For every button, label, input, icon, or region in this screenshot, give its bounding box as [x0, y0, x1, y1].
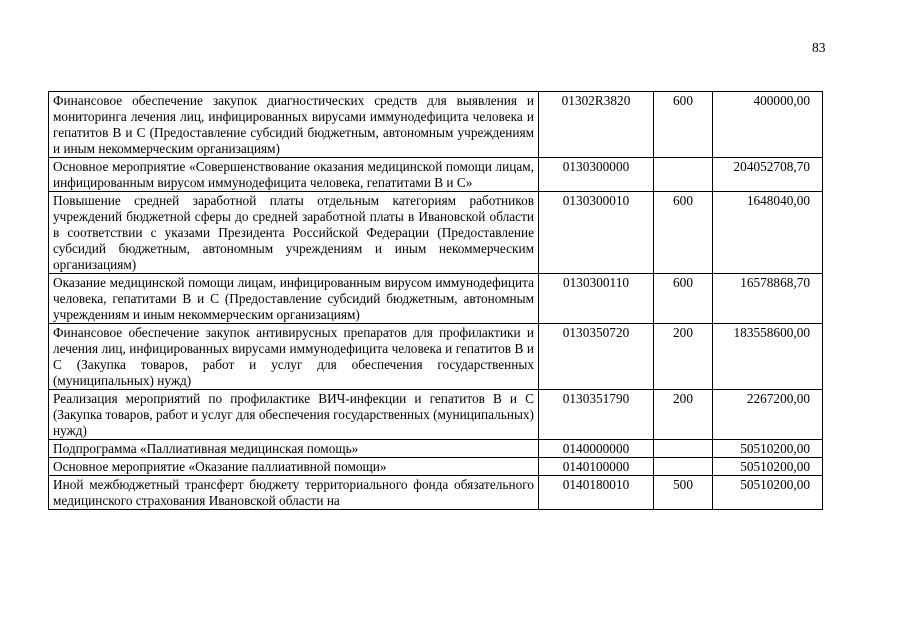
row-expense-type: 200 — [654, 324, 713, 390]
row-target-code: 01302R3820 — [539, 92, 654, 158]
table-row — [49, 390, 823, 440]
row-description: Финансовое обеспечение закупок антивирусных препаратов для профилактики и лечения лиц, инфицированных вирусами иммунодефицита человека и гепатитов В и С (Закупка товаров, работ и услуг для обеспечения государственных (муниципальных) нужд) — [49, 324, 539, 390]
page-number: 83 — [812, 40, 826, 55]
table-row — [49, 324, 823, 390]
row-amount: 50510200,00 — [713, 440, 823, 458]
table-row — [49, 192, 823, 274]
row-description: Иной межбюджетный трансферт бюджету территориального фонда обязательного медицинского страхования Ивановской области на — [49, 476, 539, 510]
row-target-code: 0130300110 — [539, 274, 654, 324]
budget-table — [48, 91, 823, 510]
row-expense-type — [654, 458, 713, 476]
row-description: Повышение средней заработной платы отдельным категориям работников учреждений бюджетной сферы до средней заработной платы в Ивановской области в соответствии с указами Президента Российской Федерации (Предоставление субсидий бюджетным, автономным учреждениям и иным некоммерческим организациям) — [49, 192, 539, 274]
row-description: Реализация мероприятий по профилактике ВИЧ-инфекции и гепатитов В и С (Закупка товаров, работ и услуг для обеспечения государственных (муниципальных) нужд) — [49, 390, 539, 440]
row-description: Оказание медицинской помощи лицам, инфицированным вирусом иммунодефицита человека, гепатитами В и С (Предоставление субсидий бюджетным, автономным учреждениям и иным некоммерческим организациям) — [49, 274, 539, 324]
table-row — [49, 92, 823, 158]
row-expense-type: 600 — [654, 92, 713, 158]
row-amount: 50510200,00 — [713, 458, 823, 476]
row-amount: 2267200,00 — [713, 390, 823, 440]
row-expense-type: 600 — [654, 274, 713, 324]
row-target-code: 0140100000 — [539, 458, 654, 476]
row-description: Подпрограмма «Паллиативная медицинская помощь» — [49, 440, 539, 458]
row-target-code: 0140180010 — [539, 476, 654, 510]
row-amount: 50510200,00 — [713, 476, 823, 510]
row-description: Основное мероприятие «Оказание паллиативной помощи» — [49, 458, 539, 476]
row-target-code: 0130300010 — [539, 192, 654, 274]
row-expense-type: 600 — [654, 192, 713, 274]
table-row — [49, 274, 823, 324]
row-description: Основное мероприятие «Совершенствование оказания медицинской помощи лицам, инфицированным вирусом иммунодефицита человека, гепатитами В и С» — [49, 158, 539, 192]
row-amount: 183558600,00 — [713, 324, 823, 390]
table-row — [49, 158, 823, 192]
table-row — [49, 440, 823, 458]
table-row — [49, 476, 823, 510]
table-row — [49, 458, 823, 476]
row-amount: 204052708,70 — [713, 158, 823, 192]
row-target-code: 0130350720 — [539, 324, 654, 390]
row-amount: 16578868,70 — [713, 274, 823, 324]
row-expense-type — [654, 158, 713, 192]
row-description: Финансовое обеспечение закупок диагностических средств для выявления и мониторинга лечения лиц, инфицированных вирусами иммунодефицита человека и гепатитов В и С (Предоставление субсидий бюджетным, автономным учреждениям и иным некоммерческим организациям) — [49, 92, 539, 158]
row-target-code: 0130351790 — [539, 390, 654, 440]
row-expense-type — [654, 440, 713, 458]
row-amount: 1648040,00 — [713, 192, 823, 274]
row-expense-type: 200 — [654, 390, 713, 440]
row-expense-type: 500 — [654, 476, 713, 510]
row-amount: 400000,00 — [713, 92, 823, 158]
row-target-code: 0140000000 — [539, 440, 654, 458]
row-target-code: 0130300000 — [539, 158, 654, 192]
